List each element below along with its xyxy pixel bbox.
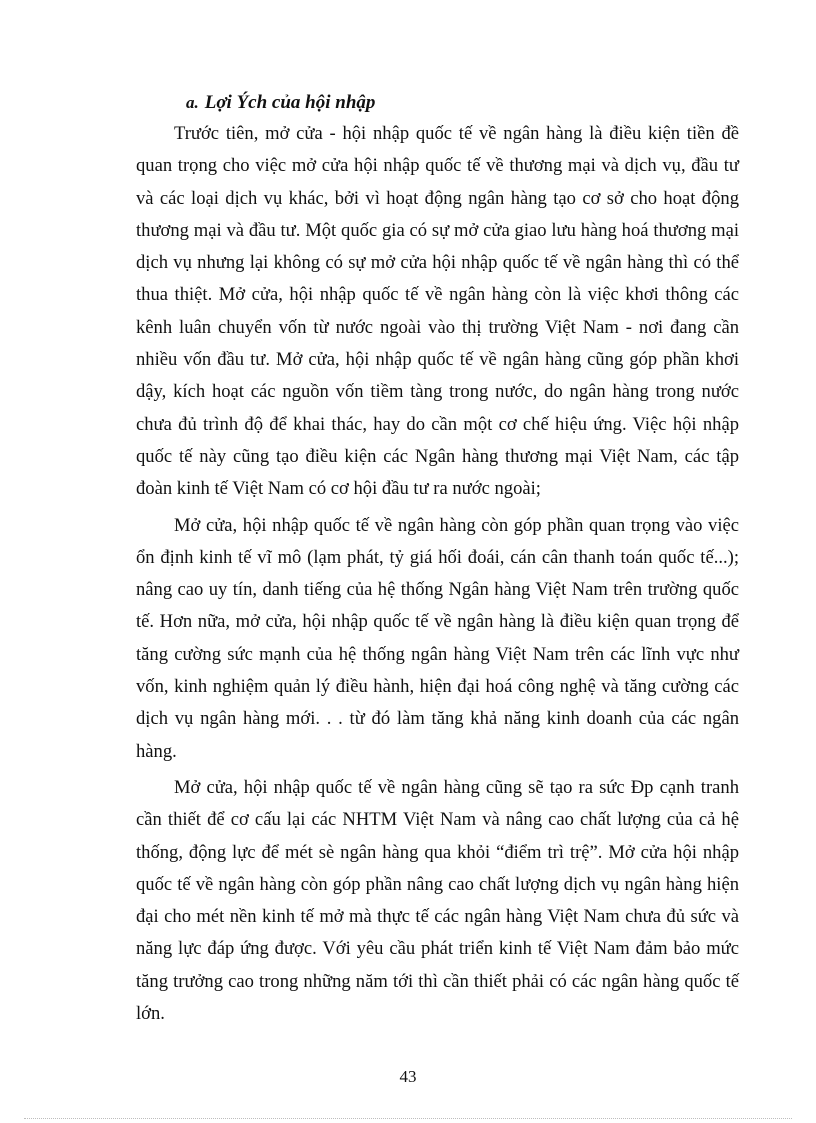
paragraph-1: Trước tiên, mở cửa - hội nhập quốc tế về ngân hàng là điều kiện tiền đề quan trọng cho việc mở cửa hội nhập quốc tế về thương mại và dịch vụ, đầu tư và các loại dịch vụ khác, bởi vì hoạt động ngân hàng tạo cơ sở cho hoạt động thương mại và đầu tư. Một quốc gia có sự mở cửa giao lưu hàng hoá thương mại dịch vụ nhưng lại không có sự mở cửa hội nhập quốc tế về ngân hàng thì có thể thua thiệt. Mở cửa, hội nhập quốc tế về ngân hàng còn là việc khơi thông các kênh luân chuyển vốn từ nước ngoài vào thị trường Việt Nam - nơi đang cần nhiều vốn đầu tư. Mở cửa, hội nhập quốc tế về ngân hàng cũng góp phần khơi dậy, kích hoạt các nguồn vốn tiềm tàng trong nước, do ngân hàng trong nước chưa đủ trình độ để khai thác, hay do cần một cơ chế hiệu ứng. Việc hội nhập quốc tế này cũng tạo điều kiện các Ngân hàng thương mại Việt Nam, các tập đoàn kinh tế Việt Nam có cơ hội đầu tư ra nước ngoài;	[136, 123, 739, 500]
section-heading	[186, 92, 375, 114]
body-text	[136, 118, 739, 1034]
paragraph-2: Mở cửa, hội nhập quốc tế về ngân hàng còn góp phần quan trọng vào việc ổn định kinh tế vĩ mô (lạm phát, tỷ giá hối đoái, cán cân thanh toán quốc tế...); nâng cao uy tín, danh tiếng của hệ thống Ngân hàng Việt Nam trên trường quốc tế. Hơn nữa, mở cửa, hội nhập quốc tế về ngân hàng là điều kiện quan trọng để tăng cường sức mạnh của hệ thống ngân hàng Việt Nam trên các lĩnh vực như vốn, kinh nghiệm quản lý điều hành, hiện đại hoá công nghệ và tăng cường các dịch vụ ngân hàng mới. . . từ đó làm tăng khả năng kinh doanh của các ngân hàng.	[136, 514, 739, 762]
section-marker: a.	[186, 93, 199, 112]
paragraph-3: Mở cửa, hội nhập quốc tế về ngân hàng cũng sẽ tạo ra sức Ðp cạnh tranh cần thiết để cơ cấu lại các NHTM Việt Nam và nâng cao chất lượng của cả hệ thống, động lực để mét sè ngân hàng qua khỏi “điểm trì trệ”. Mở cửa hội nhập quốc tế về ngân hàng còn góp phần nâng cao chất lượng dịch vụ ngân hàng hiện đại cho mét nền kinh tế mở mà thực tế các ngân hàng Việt Nam chưa đủ sức và năng lực đáp ứng được. Với yêu cầu phát triển kinh tế Việt Nam đảm bảo mức tăng trưởng cao trong những năm tới thì cần thiết phải có các ngân hàng quốc tế lớn.	[136, 776, 739, 1025]
page-bottom-rule	[24, 1118, 792, 1119]
section-title: Lợi Ých của hội nhập	[204, 92, 376, 113]
page-number: 43	[399, 1067, 417, 1086]
